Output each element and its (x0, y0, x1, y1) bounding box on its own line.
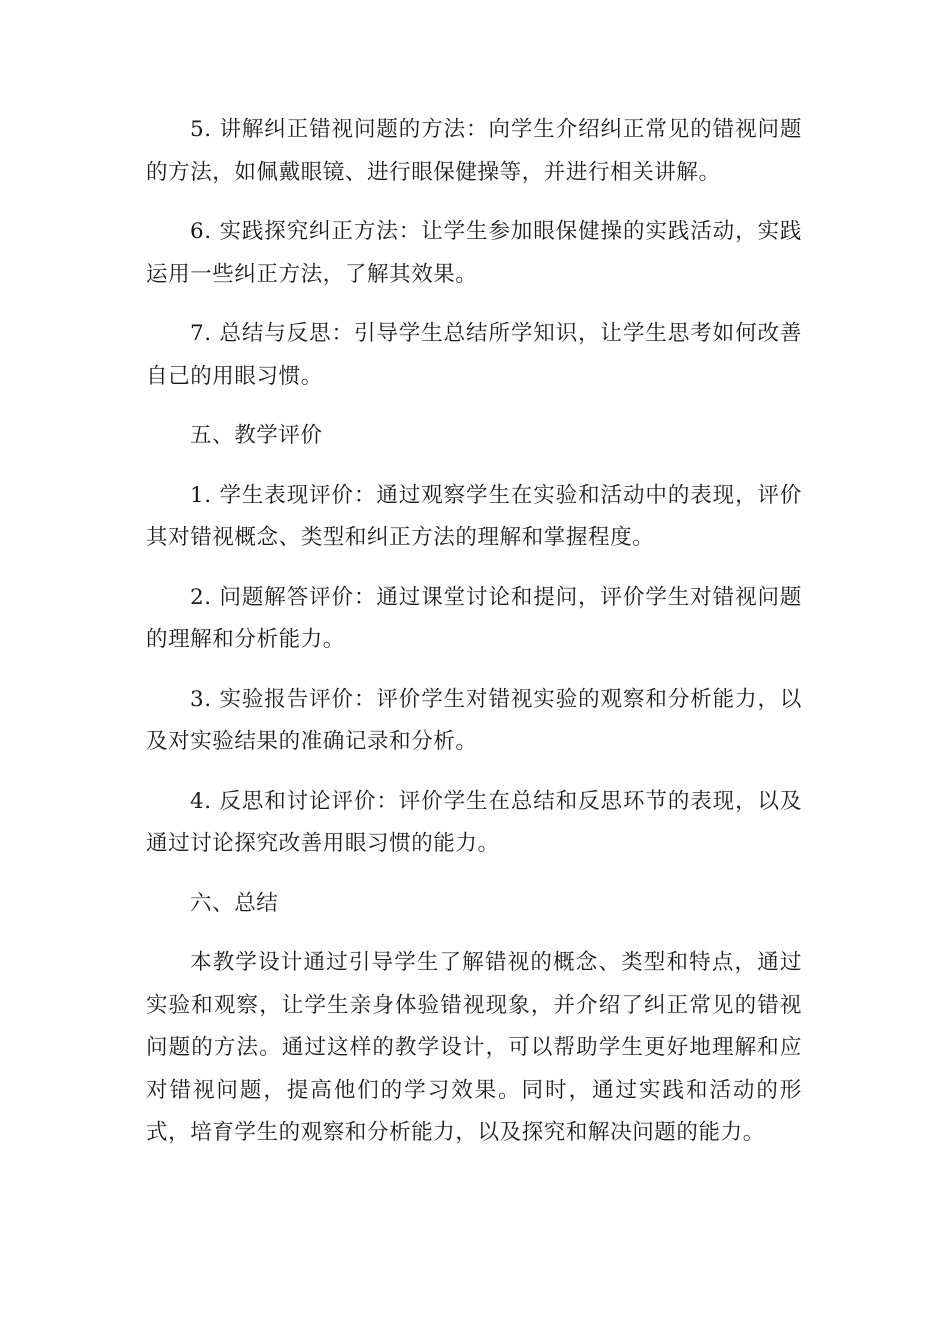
list-item-step-5: 5. 讲解纠正错视问题的方法：向学生介绍纠正常见的错视问题的方法，如佩戴眼镜、进行眼保健操等，并进行相关讲解。 (146, 117, 802, 185)
document-body (146, 109, 802, 1172)
summary-paragraph: 本教学设计通过引导学生了解错视的概念、类型和特点，通过实验和观察，让学生亲身体验错视现象，并介绍了纠正常见的错视问题的方法。通过这样的教学设计，可以帮助学生更好地理解和应对错视问题，提高他们的学习效果。同时，通过实践和活动的形式，培育学生的观察和分析能力，以及探究和解决问题的能力。 (146, 950, 802, 1145)
section-heading-evaluation: 五、教学评价 (190, 423, 323, 448)
list-item-evaluation-3: 3. 实验报告评价：评价学生对错视实验的观察和分析能力，以及对实验结果的准确记录和分析。 (146, 686, 802, 754)
list-item-step-6: 6. 实践探究纠正方法：让学生参加眼保健操的实践活动，实践运用一些纠正方法，了解其效果。 (146, 219, 802, 287)
section-heading-summary: 六、总结 (190, 890, 279, 916)
list-item-evaluation-1: 1. 学生表现评价：通过观察学生在实验和活动中的表现，评价其对错视概念、类型和纠正方法的理解和掌握程度。 (146, 482, 802, 550)
list-item-evaluation-2: 2. 问题解答评价：通过课堂讨论和提问，评价学生对错视问题的理解和分析能力。 (146, 584, 802, 652)
list-item-evaluation-4: 4. 反思和讨论评价：评价学生在总结和反思环节的表现，以及通过讨论探究改善用眼习惯的能力。 (146, 788, 802, 856)
list-item-step-7: 7. 总结与反思：引导学生总结所学知识，让学生思考如何改善自己的用眼习惯。 (146, 321, 802, 389)
